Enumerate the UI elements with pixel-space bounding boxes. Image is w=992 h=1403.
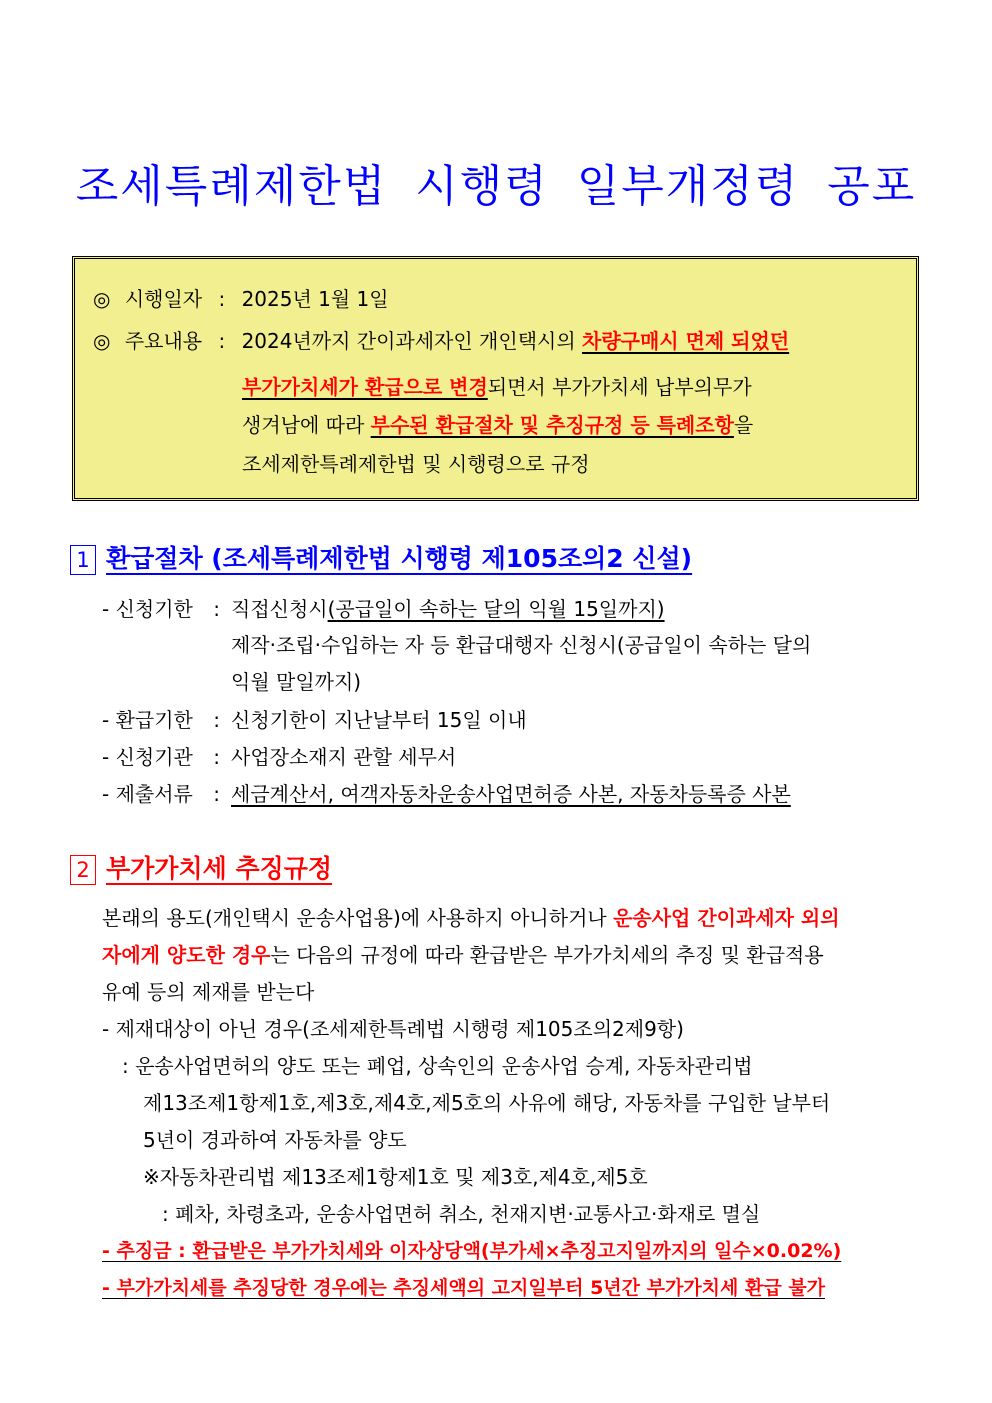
s2-p2-b: 는 다음의 규정에 따라 환급받은 부가가치세의 추징 및 환급적용 xyxy=(270,943,824,967)
s2-exempt-line2: 제13조제1항제1호,제3호,제4호,제5호의 사유에 해당, 자동차를 구입한 날부터 xyxy=(143,1091,831,1115)
s2-note-detail: : 폐차, 차령초과, 운송사업면허 취소, 천재지변·교통사고·화재로 멸실 xyxy=(162,1202,761,1226)
s2-para-line1 xyxy=(102,906,840,930)
s1-item-documents xyxy=(102,782,220,806)
s1-label: - 신청기관 xyxy=(102,745,193,769)
date-value: 2025년 1월 1일 xyxy=(241,287,389,311)
s1-cont2: 익월 말일까지) xyxy=(231,670,362,694)
s1-value-b: (공급일이 속하는 달의 익월 15일까지) xyxy=(327,597,665,621)
page-title: 조세특례제한법 시행령 일부개정령 공포 xyxy=(75,161,917,212)
s2-exempt-line1: : 운송사업면허의 양도 또는 폐업, 상속인의 운송사업 승계, 자동차관리법 xyxy=(122,1054,753,1078)
content-line2 xyxy=(242,375,752,399)
s2-p2-emphasis: 자에게 양도한 경우 xyxy=(102,943,271,967)
s1-label: - 신청기한 xyxy=(102,597,193,621)
s1-item-agency xyxy=(102,745,220,769)
content-line2-emphasis: 부가가치세가 환급으로 변경 xyxy=(242,375,488,399)
bullet-icon: ◎ xyxy=(93,287,111,311)
s1-value-deadline xyxy=(231,597,665,621)
s1-label: - 환급기한 xyxy=(102,708,193,732)
s1-item-deadline xyxy=(102,597,220,621)
s1-item-refund-deadline xyxy=(102,708,220,732)
s2-p1-emphasis: 운송사업 간이과세자 외의 xyxy=(613,906,840,930)
s2-note: ※자동차관리법 제13조제1항제1호 및 제3호,제4호,제5호 xyxy=(143,1165,648,1189)
content-line1-emphasis: 차량구매시 면제 되었던 xyxy=(582,329,790,353)
s1-value-documents: 세금계산서, 여객자동차운송사업면허증 사본, 자동차등록증 사본 xyxy=(231,782,791,806)
section2-title: 부가가치세 추징규정 xyxy=(106,854,333,883)
content-line3-emphasis: 부수된 환급절차 및 추징규정 등 특례조항 xyxy=(370,413,734,437)
section1-title: 환급절차 (조세특례제한법 시행령 제105조의2 신설) xyxy=(106,544,693,573)
section1-heading xyxy=(70,544,692,575)
s1-colon: : xyxy=(213,597,220,621)
s1-colon: : xyxy=(213,708,220,732)
s2-p1-a: 본래의 용도(개인택시 운송사업용)에 사용하지 아니하거나 xyxy=(102,906,614,930)
section2-number: 2 xyxy=(70,855,96,885)
s1-colon: : xyxy=(213,745,220,769)
s1-value-refund-deadline: 신청기한이 지난날부터 15일 이내 xyxy=(231,708,527,732)
content-row xyxy=(93,329,789,353)
content-line1-a: 2024년까지 간이과세자인 개인택시의 xyxy=(241,329,583,353)
s2-penalty: - 추징금 : 환급받은 부가가치세와 이자상당액(부가세×추징고지일까지의 일수×0.02%) xyxy=(102,1240,842,1262)
bullet-icon: ◎ xyxy=(93,329,111,353)
summary-box xyxy=(72,256,919,501)
s2-para-line2 xyxy=(102,943,824,967)
s1-value-agency: 사업장소재지 관할 세무서 xyxy=(231,745,457,769)
date-row xyxy=(93,287,389,311)
s2-para-line3: 유예 등의 제재를 받는다 xyxy=(102,980,315,1004)
content-line2-b: 되면서 부가가치세 납부의무가 xyxy=(487,375,752,399)
date-label: 시행일자 xyxy=(124,287,203,311)
s1-value-a: 직접신청시 xyxy=(231,597,328,621)
s2-exempt-line3: 5년이 경과하여 자동차를 양도 xyxy=(143,1128,407,1152)
s1-colon: : xyxy=(213,782,220,806)
date-colon: : xyxy=(218,287,226,311)
content-label: 주요내용 xyxy=(124,329,203,353)
content-colon: : xyxy=(218,329,226,353)
s2-bullet-exempt: - 제재대상이 아닌 경우(조세제한특례법 시행령 제105조의2제9항) xyxy=(102,1017,684,1041)
s1-label: - 제출서류 xyxy=(102,782,193,806)
s1-cont1: 제작·조립·수입하는 자 등 환급대행자 신청시(공급일이 속하는 달의 xyxy=(231,633,812,657)
s2-refund-ban: - 부가가치세를 추징당한 경우에는 추징세액의 고지일부터 5년간 부가가치세 환급 불가 xyxy=(102,1277,826,1299)
section2-heading xyxy=(70,854,332,885)
content-line3-a: 생겨남에 따라 xyxy=(242,413,371,437)
content-line3-c: 을 xyxy=(733,413,754,437)
content-line4: 조세제한특례제한법 및 시행령으로 규정 xyxy=(242,452,590,476)
content-line3 xyxy=(242,413,753,437)
section1-number: 1 xyxy=(70,545,96,575)
